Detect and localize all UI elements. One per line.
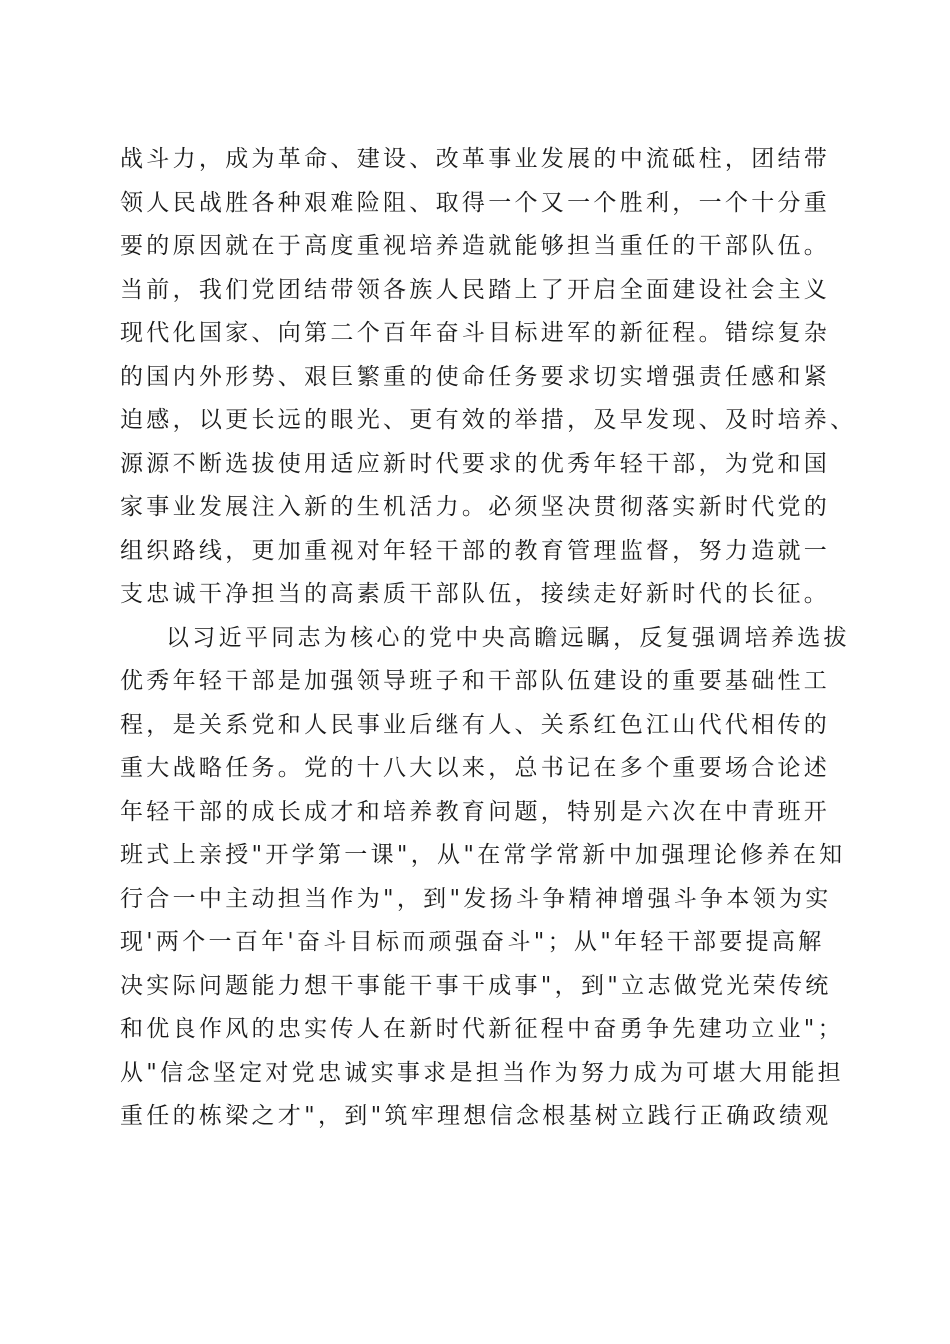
text-line: 迫感，以更长远的眼光、更有效的举措，及早发现、及时培养、 [120,407,857,433]
text-line: 当前，我们党团结带领各族人民踏上了开启全面建设社会主义 [120,276,831,303]
paragraph-1 [120,138,857,617]
text-line: 源源不断选拔使用适应新时代要求的优秀年轻干部，为党和国 [120,450,831,477]
text-line: 支忠诚干净担当的高素质干部队伍，接续走好新时代的长征。 [120,581,831,607]
text-line: 年轻干部的成长成才和培养教育问题，特别是六次在中青班开 [120,798,831,825]
text-line: 领人民战胜各种艰难险阻、取得一个又一个胜利，一个十分重 [120,189,831,216]
text-line: 优秀年轻干部是加强领导班子和干部队伍建设的重要基础性工 [120,668,831,694]
text-line: 程，是关系党和人民事业后继有人、关系红色江山代代相传的 [120,711,831,738]
text-line: 重任的栋梁之才"，到"筑牢理想信念根基树立践行正确政绩观 [120,1103,832,1129]
text-line: 行合一中主动担当作为"，到"发扬斗争精神增强斗争本领为实 [120,885,832,912]
text-line: 战斗力，成为革命、建设、改革事业发展的中流砥柱，团结带 [120,146,831,172]
text-line: 以习近平同志为核心的党中央高瞻远瞩，反复强调培养选拔 [166,624,850,651]
document-body [120,138,857,1139]
text-line: 要的原因就在于高度重视培养造就能够担当重任的干部队伍。 [120,233,831,259]
text-line: 现代化国家、向第二个百年奋斗目标进军的新征程。错综复杂 [120,320,831,346]
text-line: 班式上亲授"开学第一课"，从"在常学常新中加强理论修养在知 [120,842,846,868]
text-line: 家事业发展注入新的生机活力。必须坚决贯彻落实新时代党的 [120,494,831,520]
text-line: 从"信念坚定对党忠诚实事求是担当作为努力成为可堪大用能担 [120,1059,844,1086]
text-line: 组织路线，更加重视对年轻干部的教育管理监督，努力造就一 [120,537,831,564]
text-line: 和优良作风的忠实传人在新时代新征程中奋勇争先建功立业"； [120,1016,844,1042]
text-line: 重大战略任务。党的十八大以来，总书记在多个重要场合论述 [120,755,831,781]
paragraph-2 [120,617,850,1139]
text-line: 决实际问题能力想干事能干事干成事"，到"立志做党光荣传统 [120,972,832,999]
text-line: 的国内外形势、艰巨繁重的使命任务要求切实增强责任感和紧 [120,363,831,390]
text-line: 现'两个一百年'奋斗目标而顽强奋斗"；从"年轻干部要提高解 [120,929,825,955]
